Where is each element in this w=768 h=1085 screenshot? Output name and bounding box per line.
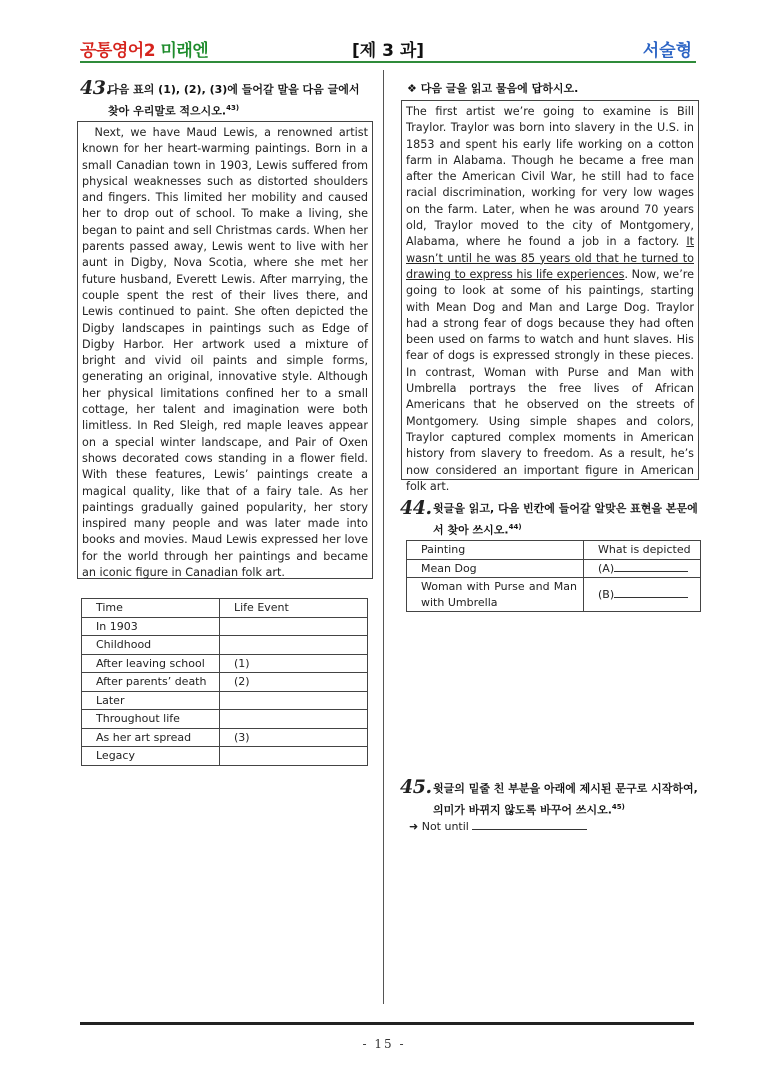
answer-cell xyxy=(584,559,701,578)
header-lesson: [제 3 과] xyxy=(352,41,425,61)
table-header-cell: Life Event xyxy=(220,599,368,618)
passage-text: The first artist we’re going to examine is Bill Traylor. Traylor was born into slavery in the U.S. in 1853 and spent his early life working on a cotton farm in Alabama. Though he became a free man after the American Civil War, he still had to face racial discrimination, working for very low wages on the farm. Later, when he was around 70 years old, Traylor moved to the city of Montgomery, Alabama, where he found a job in a factory. xyxy=(406,105,694,249)
table-row xyxy=(82,710,368,729)
answer-blank[interactable] xyxy=(472,820,587,830)
table-cell: Mean Dog xyxy=(407,559,584,578)
table-row xyxy=(407,578,701,612)
table-row xyxy=(82,636,368,655)
answer-line-45 xyxy=(409,820,587,833)
answer-prefix: ➜ Not until xyxy=(409,820,469,833)
answer-cell xyxy=(584,578,701,612)
column-divider xyxy=(383,70,384,1004)
table-row xyxy=(82,617,368,636)
instruction: ❖ 다음 글을 읽고 물음에 답하시오. xyxy=(407,82,579,95)
life-event-cell: (1) xyxy=(220,654,368,673)
table-header-cell: Time xyxy=(82,599,220,618)
question-prompt-text: 다음 표의 (1), (2), (3)에 들어갈 말을 다음 글에서 찾아 우리말로 적으시오. xyxy=(108,83,360,118)
time-cell: Later xyxy=(82,691,220,710)
life-event-cell xyxy=(220,636,368,655)
life-event-cell xyxy=(220,747,368,766)
life-event-cell xyxy=(220,710,368,729)
table-row xyxy=(82,747,368,766)
passage-maud-lewis xyxy=(77,121,373,579)
passage-text: Next, we have Maud Lewis, a renowned artist known for her heart-warming paintings. Born in a small Canadian town in 1903, Lewis suffered from physical weaknesses such as distorted shoulders and fingers. This limited her mobility and caused her to drop out of school. To make a living, she began to paint and sell Christmas cards. When her parents passed away, Lewis went to live with her aunt in Digby, Nova Scotia, where she met her future husband, Everett Lewis. After marrying, the couple spent the rest of their lives there, and Lewis continued to paint. She often depicted the Digby landscapes in paintings such as Edge of Digby Harbor. Her artwork used a mixture of bright and vivid oil paints and simple forms, generating an original, innovative style. Although her physical limitations confined her to a small cottage, her talent and imagination were both limitless. In Red Sleigh, red maple leaves appear on a special winter landscape, and Pair of Oxen shows decorated cows standing in a flower field. With these features, Lewis’ paintings create a magical quality, like that of a fairy tale. As her paintings gradually gained popularity, her story inspired many people and was later made into books and movies. Maud Lewis expressed her love for the world through her paintings and became an iconic figure in Canadian folk art. xyxy=(82,126,368,580)
time-cell: After leaving school xyxy=(82,654,220,673)
life-event-cell: (2) xyxy=(220,673,368,692)
footer-rule xyxy=(80,1022,694,1025)
header-subject: 공통영어2 xyxy=(80,41,156,61)
life-event-cell xyxy=(220,617,368,636)
header-rule xyxy=(80,61,696,63)
question-number: 45. xyxy=(400,776,432,798)
question-prompt xyxy=(433,779,699,820)
passage-text: . Now, we’re going to look at some of his paintings, starting with Mean Dog and Man and Large Dog. Traylor had a strong fear of dogs because they had often been used on farms to watch and hunt slaves. His fear of dogs is expressed strongly in these pieces. In contrast, Woman with Purse and Man with Umbrella portrays the free lives of African Americans that he observed on the streets of Montgomery. Using simple shapes and colors, Traylor captured complex moments in American history from slavery to freedom. As a result, he’s now considered an important figure in American folk art. xyxy=(406,267,694,493)
question-number: 44. xyxy=(400,497,432,519)
footnote-marker: 43) xyxy=(226,104,240,112)
page-number: - 15 - xyxy=(362,1037,406,1051)
table-header-cell: Painting xyxy=(407,541,584,560)
time-cell: Throughout life xyxy=(82,710,220,729)
header-type: 서술형 xyxy=(642,41,692,61)
table-row xyxy=(407,559,701,578)
question-prompt xyxy=(108,80,372,121)
table-row xyxy=(82,673,368,692)
footnote-marker: 45) xyxy=(611,803,625,811)
table-row xyxy=(82,691,368,710)
answer-blank[interactable] xyxy=(614,588,688,598)
time-cell: Legacy xyxy=(82,747,220,766)
blank-label: (B) xyxy=(598,588,615,601)
blank-label: (A) xyxy=(598,561,615,575)
time-cell: Childhood xyxy=(82,636,220,655)
question-prompt-text: 윗글을 읽고, 다음 빈칸에 들어갈 알맞은 표현을 본문에서 찾아 쓰시오. xyxy=(433,502,698,537)
question-number: 43. xyxy=(80,77,112,99)
time-cell: In 1903 xyxy=(82,617,220,636)
time-cell: As her art spread xyxy=(82,728,220,747)
header-subject-block xyxy=(80,36,208,61)
question-prompt xyxy=(433,499,699,540)
header-publisher: 미래엔 xyxy=(160,41,209,61)
table-header-cell: What is depicted xyxy=(584,541,701,560)
table-row xyxy=(82,654,368,673)
table-row xyxy=(82,728,368,747)
painting-table xyxy=(406,540,701,612)
table-header-row xyxy=(82,599,368,618)
life-event-cell: (3) xyxy=(220,728,368,747)
life-event-cell xyxy=(220,691,368,710)
footnote-marker: 44) xyxy=(508,523,522,531)
passage-bill-traylor xyxy=(401,100,699,493)
table-cell: Woman with Purse and Man with Umbrella xyxy=(407,578,584,612)
page-header xyxy=(80,32,698,62)
life-event-table xyxy=(81,598,368,766)
time-cell: After parents’ death xyxy=(82,673,220,692)
underlined-sentence: It wasn’t until he was 85 years old that he turned to drawing to express his life experiences xyxy=(406,235,694,281)
table-header-row xyxy=(407,541,701,560)
answer-blank[interactable] xyxy=(614,562,688,572)
question-prompt-text: 윗글의 밑줄 친 부분을 아래에 제시된 문구로 시작하여, 의미가 바뀌지 않도록 바꾸어 쓰시오. xyxy=(433,782,698,817)
